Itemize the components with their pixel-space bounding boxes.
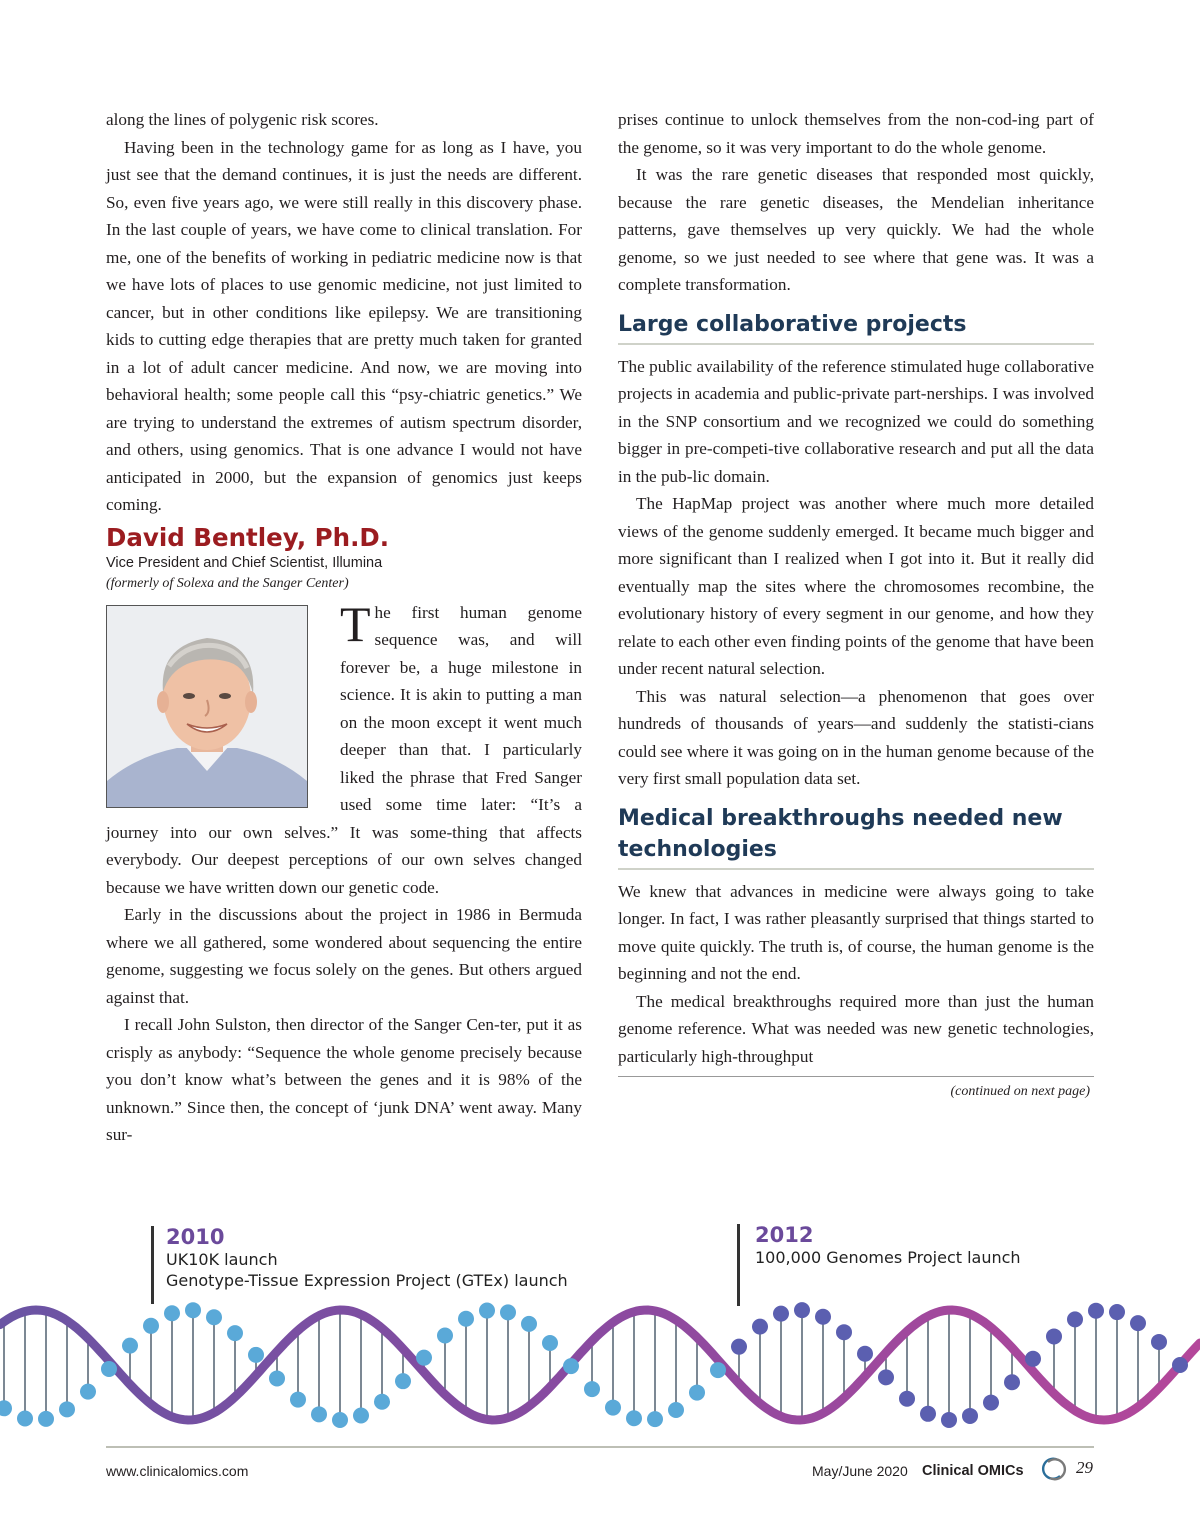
dna-bead — [122, 1338, 138, 1354]
dna-bead — [248, 1347, 264, 1363]
body-paragraph: The medical breakthroughs required more than just the human genome reference. What was needed was new genetic technologies, particularly high-throughput — [618, 991, 1094, 1066]
dna-bead — [227, 1325, 243, 1341]
body-paragraph: It was the rare genetic diseases that responded most quickly, because the rare genetic diseases, the Mendelian inheritance patterns, gave themselves up very quickly. We had the whole genome, so we just needed to see where that gene was. It was a complete transformation. — [618, 165, 1094, 294]
dna-bead — [374, 1394, 390, 1410]
dna-bead — [17, 1411, 33, 1427]
dna-bead — [962, 1408, 978, 1424]
dna-bead — [1088, 1303, 1104, 1319]
dna-bead — [815, 1309, 831, 1325]
dna-bead — [1109, 1304, 1125, 1320]
dna-bead — [101, 1361, 117, 1377]
footer-issue: May/June 2020 — [812, 1463, 908, 1479]
timeline-entry-2010 — [166, 1225, 568, 1291]
dna-bead — [920, 1406, 936, 1422]
dna-bead — [605, 1400, 621, 1416]
footer-magazine: Clinical OMICs — [922, 1463, 1024, 1479]
dna-bead — [500, 1304, 516, 1320]
dna-bead — [731, 1339, 747, 1355]
dna-bead — [1130, 1315, 1146, 1331]
dna-bead — [0, 1400, 12, 1416]
body-paragraph: We knew that advances in medicine were always going to take longer. In fact, I was rather pleasantly surprised that things started to move quite quickly. The truth is, of course, the human genome is the beginning and not the end. — [618, 881, 1094, 983]
dna-bead — [80, 1384, 96, 1400]
timeline-year: 2010 — [166, 1225, 225, 1249]
left-column — [106, 106, 582, 1149]
dna-bead — [185, 1302, 201, 1318]
timeline-event: Genotype-Tissue Expression Project (GTEx) launch — [166, 1271, 568, 1290]
profile-affiliation: (formerly of Solexa and the Sanger Center) — [106, 575, 349, 591]
section-heading: Large collaborative projects — [618, 309, 1094, 345]
dna-bead — [878, 1369, 894, 1385]
body-paragraph: The public availability of the reference stimulated huge collaborative projects in academia and public-private part-nerships. I was involved in the SNP consortium and we recognized we could do something bigger in pre-competi-tive collaborative research and put all the data in the pub-lic domain. — [618, 356, 1094, 486]
dna-bead — [1067, 1311, 1083, 1327]
portrait-illustration — [107, 606, 307, 807]
dna-bead — [794, 1302, 810, 1318]
dna-bead — [164, 1305, 180, 1321]
dna-bead — [521, 1316, 537, 1332]
dna-bead — [38, 1411, 54, 1427]
dna-bead — [857, 1346, 873, 1362]
dna-bead — [941, 1412, 957, 1428]
dna-bead — [773, 1306, 789, 1322]
profile-name: David Bentley, Ph.D. — [106, 522, 390, 552]
dna-bead — [647, 1411, 663, 1427]
dna-bead — [584, 1381, 600, 1397]
dna-bead — [689, 1385, 705, 1401]
body-paragraph: Early in the discussions about the project in 1986 in Bermuda where we all gathered, some wondered about sequencing the entire genome, suggesting we focus solely on the genes. But others argued against that. — [106, 905, 582, 1007]
dna-bead — [836, 1324, 852, 1340]
dna-bead — [563, 1358, 579, 1374]
dna-bead — [290, 1392, 306, 1408]
body-paragraph: prises continue to unlock themselves from the non-cod-ing part of the genome, so it was very important to do the whole genome. — [618, 110, 1094, 157]
dna-bead — [1151, 1334, 1167, 1350]
dna-bead — [1004, 1374, 1020, 1390]
footer-divider — [106, 1446, 1094, 1448]
dna-bead — [1046, 1328, 1062, 1344]
profile-role: Vice President and Chief Scientist, Illumina — [106, 554, 383, 571]
dna-helix-graphic — [0, 1290, 1200, 1440]
dna-bead — [458, 1311, 474, 1327]
dna-bead — [983, 1395, 999, 1411]
dna-bead — [269, 1370, 285, 1386]
dropcap-paragraph-text: he first human genome sequence was, and will forever be, a huge milestone in science. It is akin to putting a man on the moon except it went much deeper than that. I particularly liked the phrase that Fred Sanger used some time later: “It’s a journey into our own selves.” It was some-thing that affects everybody. Our deepest perceptions of our own selves changed because we have written down our genetic code. — [106, 602, 582, 897]
timeline-year: 2012 — [755, 1223, 814, 1247]
body-paragraph: Having been in the technology game for as long as I have, you just see that the demand continues, it is just the needs are different. So, even five years ago, we were still really in this discovery phase. In the last couple of years, we have come to clinical translation. For me, one of the benefits of working in pediatric medicine now is that we have lots of places to use genomic medicine, not just limited to cancer, but in other conditions like epilepsy. We are transitioning kids to cutting edge therapies that are pretty much taken for granted in a lot of adult cancer medicine. And now, we are moving into behavioral health; some people call this “psy-chiatric genetics.” We are trying to understand the extremes of autism spectrum disorder, and others, using genomics. That is one advance I would not have anticipated in 2000, but the expansion of genomics just keeps coming. — [106, 137, 582, 514]
timeline-event: UK10K launch — [166, 1250, 278, 1269]
body-paragraph: This was natural selection—a phenomenon that goes over hundreds of thousands of years—and suddenly the statisti-cians could see where it was going on in the human genome because of the very first small population data set. — [618, 686, 1094, 788]
dna-bead — [752, 1319, 768, 1335]
body-paragraph: along the lines of polygenic risk scores. — [106, 110, 379, 129]
right-column — [618, 106, 1094, 1101]
dna-bead — [353, 1408, 369, 1424]
body-paragraph: The HapMap project was another where much more detailed views of the genome suddenly emerged. It became much bigger and more significant than I realized when I got into it. But it really did eventually map the sites where the chromosomes recombine, the evolutionary history of every segment in our genome, and how they relate to each other even finding points of the genome that have been under recent natural selection. — [618, 494, 1094, 678]
dna-bead — [395, 1373, 411, 1389]
continued-note: (continued on next page) — [618, 1076, 1094, 1101]
dna-bead — [206, 1309, 222, 1325]
page-number: 29 — [1076, 1458, 1093, 1477]
dna-bead — [899, 1391, 915, 1407]
section-heading: Medical breakthroughs needed new technologies — [618, 803, 1094, 870]
dna-bead — [668, 1402, 684, 1418]
body-paragraph: I recall John Sulston, then director of the Sanger Cen-ter, put it as crisply as anybody: “Sequence the whole genome precisely because you don’t know what’s between the genes and it is 98% of the unknown.” Since then, the concept of ‘junk DNA’ went away. Many sur- — [106, 1015, 582, 1144]
dna-bead — [332, 1412, 348, 1428]
footer-url[interactable]: www.clinicalomics.com — [106, 1463, 249, 1479]
dna-bead — [542, 1335, 558, 1351]
dna-bead — [1172, 1357, 1188, 1373]
portrait-photo — [106, 605, 308, 808]
dna-bead — [416, 1350, 432, 1366]
dna-bead — [710, 1362, 726, 1378]
timeline-entry-2012 — [755, 1223, 1021, 1268]
dna-bead — [479, 1303, 495, 1319]
timeline-event: 100,000 Genomes Project launch — [755, 1248, 1021, 1267]
dna-bead — [311, 1406, 327, 1422]
dna-bead — [1025, 1351, 1041, 1367]
magazine-logo-icon — [1040, 1456, 1068, 1482]
dna-bead — [143, 1318, 159, 1334]
dna-bead — [59, 1401, 75, 1417]
drop-cap: T — [340, 595, 371, 652]
dna-bead — [626, 1410, 642, 1426]
dna-strand — [0, 1310, 1200, 1420]
dna-bead — [437, 1327, 453, 1343]
